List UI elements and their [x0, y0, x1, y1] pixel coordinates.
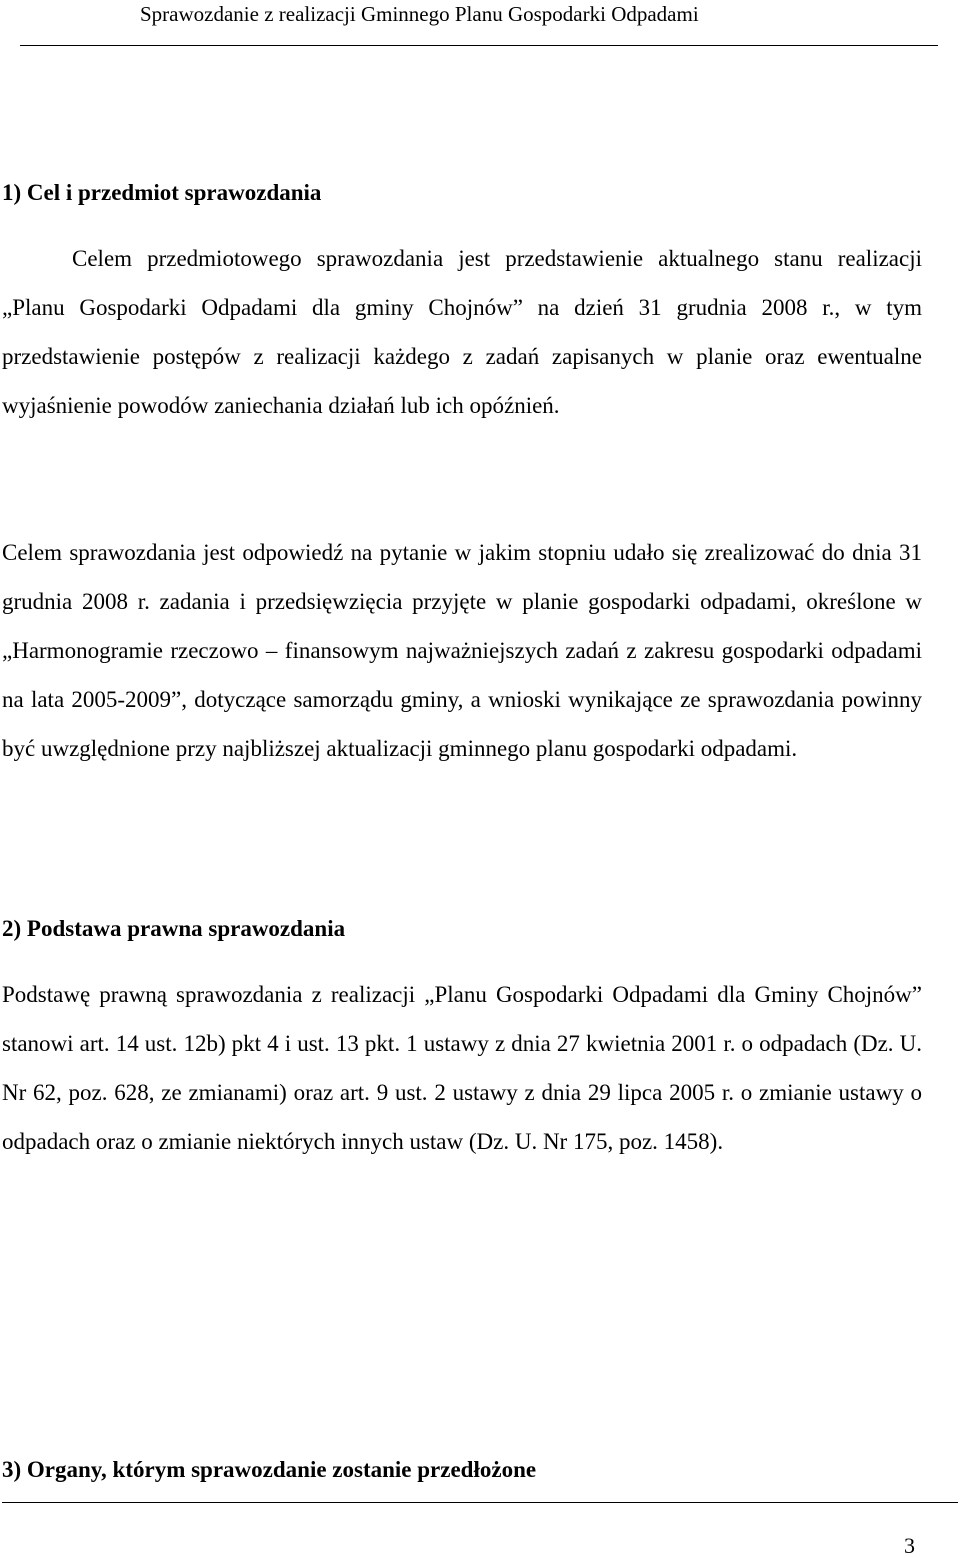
page-number: 3 — [904, 1533, 915, 1558]
section-2-heading: 2) Podstawa prawna sprawozdania — [2, 916, 346, 941]
section-1-heading: 1) Cel i przedmiot sprawozdania — [2, 180, 322, 205]
section-2-paragraph-1: Podstawę prawną sprawozdania z realizacji „Planu Gospodarki Odpadami dla Gminy Chojnów” stanowi art. 14 ust. 12b) pkt 4 i ust. 13 pkt. 1 ustawy z dnia 27 kwietnia 2001 r. o odpadach (Dz. U. Nr 62, poz. 628, ze zmianami) oraz art. 9 ust. 2 ustawy z dnia 29 lipca 2005 r. o zmianie ustawy o odpadach oraz o zmianie niektórych innych ustaw (Dz. U. Nr 175, poz. 1458). — [2, 982, 922, 1154]
section-3-heading: 3) Organy, którym sprawozdanie zostanie przedłożone — [2, 1457, 537, 1482]
header-divider — [20, 45, 938, 46]
section-1-paragraph-2: Celem sprawozdania jest odpowiedź na pytanie w jakim stopniu udało się zrealizować do dnia 31 grudnia 2008 r. zadania i przedsięwzięcia przyjęte w planie gospodarki odpadami, określone w „Harmonogramie rzeczowo – finansowym najważniejszych zadań z zakresu gospodarki odpadami na lata 2005-2009”, dotyczące samorządu gminy, a wnioski wynikające ze sprawozdania powinny być uwzględnione przy najbliższej aktualizacji gminnego planu gospodarki odpadami. — [2, 540, 922, 761]
section-1-paragraph-1: Celem przedmiotowego sprawozdania jest przedstawienie aktualnego stanu realizacji „Planu Gospodarki Odpadami dla gminy Chojnów” na dzień 31 grudnia 2008 r., w tym przedstawienie postępów z realizacji każdego z zadań zapisanych w planie oraz ewentualne wyjaśnienie powodów zaniechania działań lub ich opóźnień. — [2, 246, 922, 418]
running-header-title: Sprawozdanie z realizacji Gminnego Planu Gospodarki Odpadami — [140, 2, 699, 26]
footer-divider — [2, 1502, 958, 1503]
page-header — [0, 0, 960, 36]
